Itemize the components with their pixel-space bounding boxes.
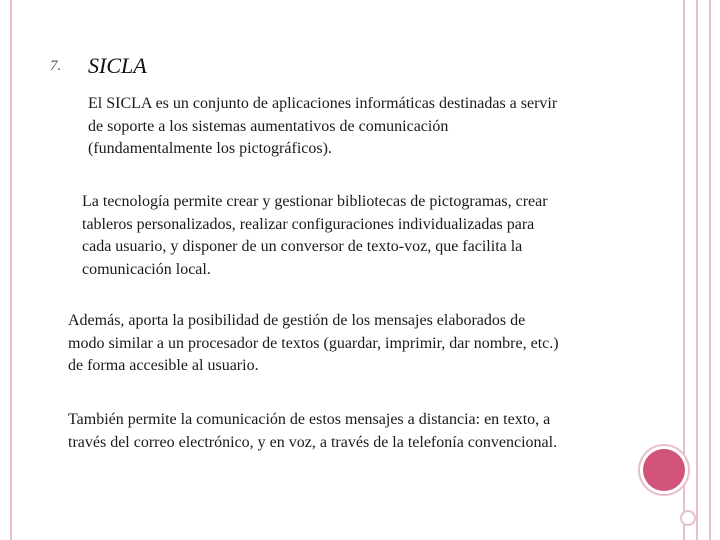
paragraph-message-management: Además, aporta la posibilidad de gestión de los mensajes elaborados de modo similar a un procesador de textos (guardar, imprimir, dar nombre, etc.) de forma accesible al usuario. bbox=[68, 312, 559, 374]
right-decorative-rule bbox=[709, 0, 711, 540]
right-decorative-rule bbox=[683, 0, 685, 540]
item-number: 7. bbox=[50, 58, 62, 74]
decorative-circle bbox=[643, 449, 685, 491]
paragraph-remote-communication: También permite la comunicación de estos mensajes a distancia: en texto, a través del correo electrónico, y en voz, a través de la telefonía convencional. bbox=[68, 411, 558, 451]
slide-title: SICLA bbox=[88, 53, 147, 78]
decorative-small-circle bbox=[680, 510, 696, 526]
paragraph-definition: El SICLA es un conjunto de aplicaciones informáticas destinadas a servir de soporte a los sistemas aumentativos de comunicación (fundamentalmente los pictográficos). bbox=[88, 95, 558, 157]
right-decorative-rule bbox=[696, 0, 698, 540]
paragraph-technology: La tecnología permite crear y gestionar bibliotecas de pictogramas, crear tableros personalizados, realizar configuraciones individualizadas para cada usuario, y disponer de un conversor de texto-voz, que facilita la comunicación local. bbox=[82, 193, 548, 278]
left-decorative-rule bbox=[10, 0, 12, 540]
